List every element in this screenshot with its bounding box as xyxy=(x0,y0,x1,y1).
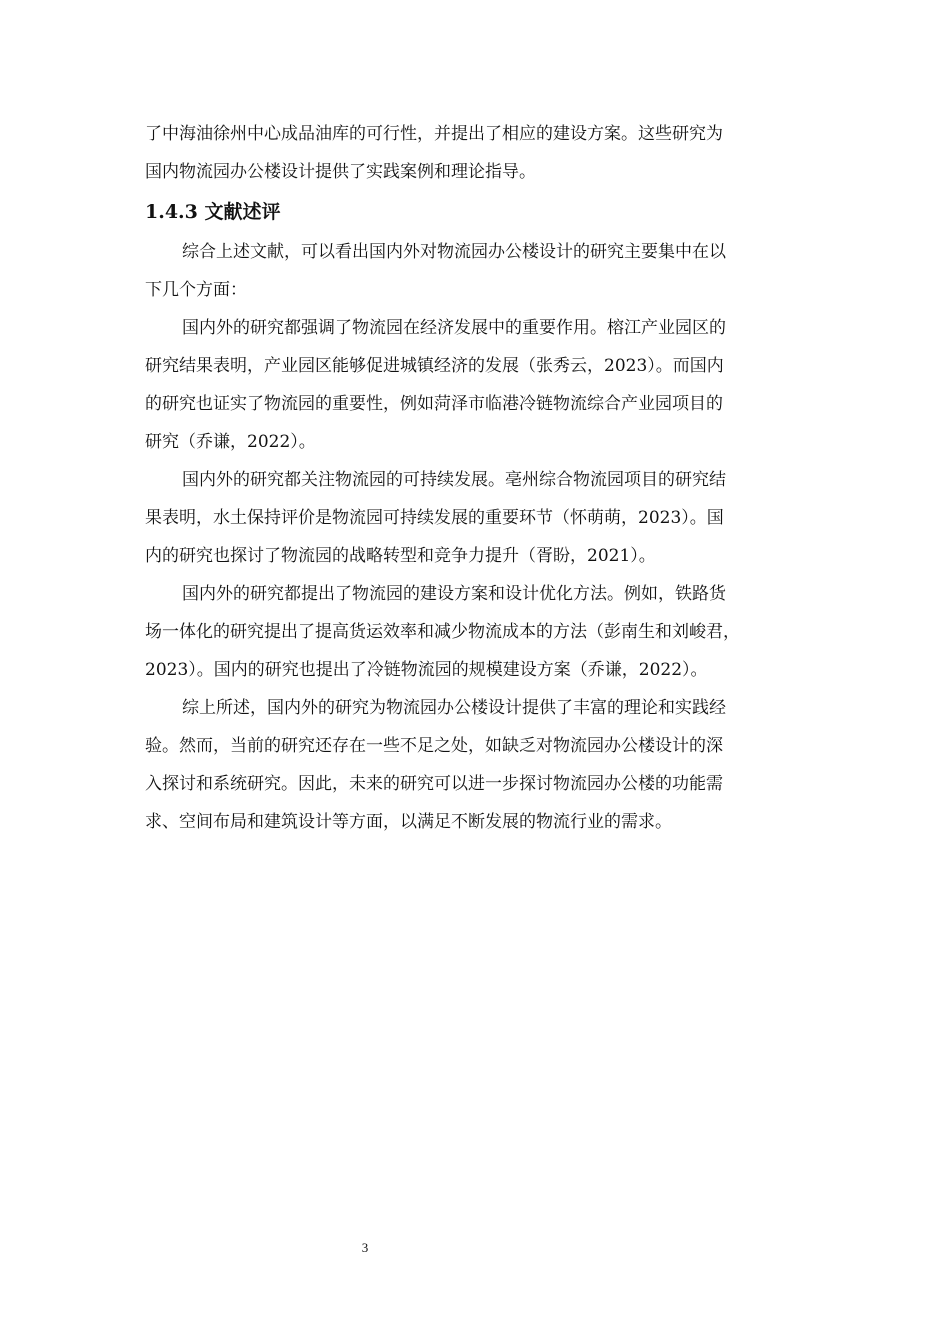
paragraph-line: 研究（乔谦，2022）。 xyxy=(145,432,316,452)
paragraph-summary-intro xyxy=(145,233,800,309)
paragraph-line: 下几个方面： xyxy=(145,280,247,300)
paragraph-line: 入探讨和系统研究。因此，未来的研究可以进一步探讨物流园办公楼的功能需 xyxy=(145,774,723,794)
paragraph-line: 国内外的研究都提出了物流园的建设方案和设计优化方法。例如，铁路货 xyxy=(182,584,726,604)
document-body xyxy=(145,115,800,841)
paragraph-line: 内的研究也探讨了物流园的战略转型和竞争力提升（胥盼，2021）。 xyxy=(145,546,656,566)
paragraph-conclusion xyxy=(145,689,800,841)
paragraph-line: 国内外的研究都关注物流园的可持续发展。亳州综合物流园项目的研究结 xyxy=(182,470,726,490)
section-heading: 1.4.3 文献述评 xyxy=(145,201,281,223)
paragraph-line: 验。然而，当前的研究还存在一些不足之处，如缺乏对物流园办公楼设计的深 xyxy=(145,736,723,756)
paragraph-sustainability xyxy=(145,461,800,575)
paragraph-line: 2023）。国内的研究也提出了冷链物流园的规模建设方案（乔谦，2022）。 xyxy=(145,660,708,680)
paragraph-line: 了中海油徐州中心成品油库的可行性，并提出了相应的建设方案。这些研究为 xyxy=(145,124,723,144)
continuation-paragraph xyxy=(145,115,800,191)
paragraph-line: 场一体化的研究提出了提高货运效率和减少物流成本的方法（彭南生和刘峻君， xyxy=(145,622,740,642)
paragraph-construction-plans xyxy=(145,575,800,689)
paragraph-line: 国内外的研究都强调了物流园在经济发展中的重要作用。榕江产业园区的 xyxy=(182,318,726,338)
paragraph-line: 综合上述文献，可以看出国内外对物流园办公楼设计的研究主要集中在以 xyxy=(182,242,726,262)
page-number: 3 xyxy=(361,1240,369,1255)
paragraph-economic-role xyxy=(145,309,800,461)
paragraph-line: 的研究也证实了物流园的重要性，例如菏泽市临港冷链物流综合产业园项目的 xyxy=(145,394,723,414)
paragraph-line: 综上所述，国内外的研究为物流园办公楼设计提供了丰富的理论和实践经 xyxy=(182,698,726,718)
paragraph-line: 果表明，水土保持评价是物流园可持续发展的重要环节（怀萌萌，2023）。国 xyxy=(145,508,724,528)
paragraph-line: 求、空间布局和建筑设计等方面，以满足不断发展的物流行业的需求。 xyxy=(145,812,672,832)
paragraph-line: 研究结果表明，产业园区能够促进城镇经济的发展（张秀云，2023）。而国内 xyxy=(145,356,724,376)
paragraph-line: 国内物流园办公楼设计提供了实践案例和理论指导。 xyxy=(145,162,536,182)
